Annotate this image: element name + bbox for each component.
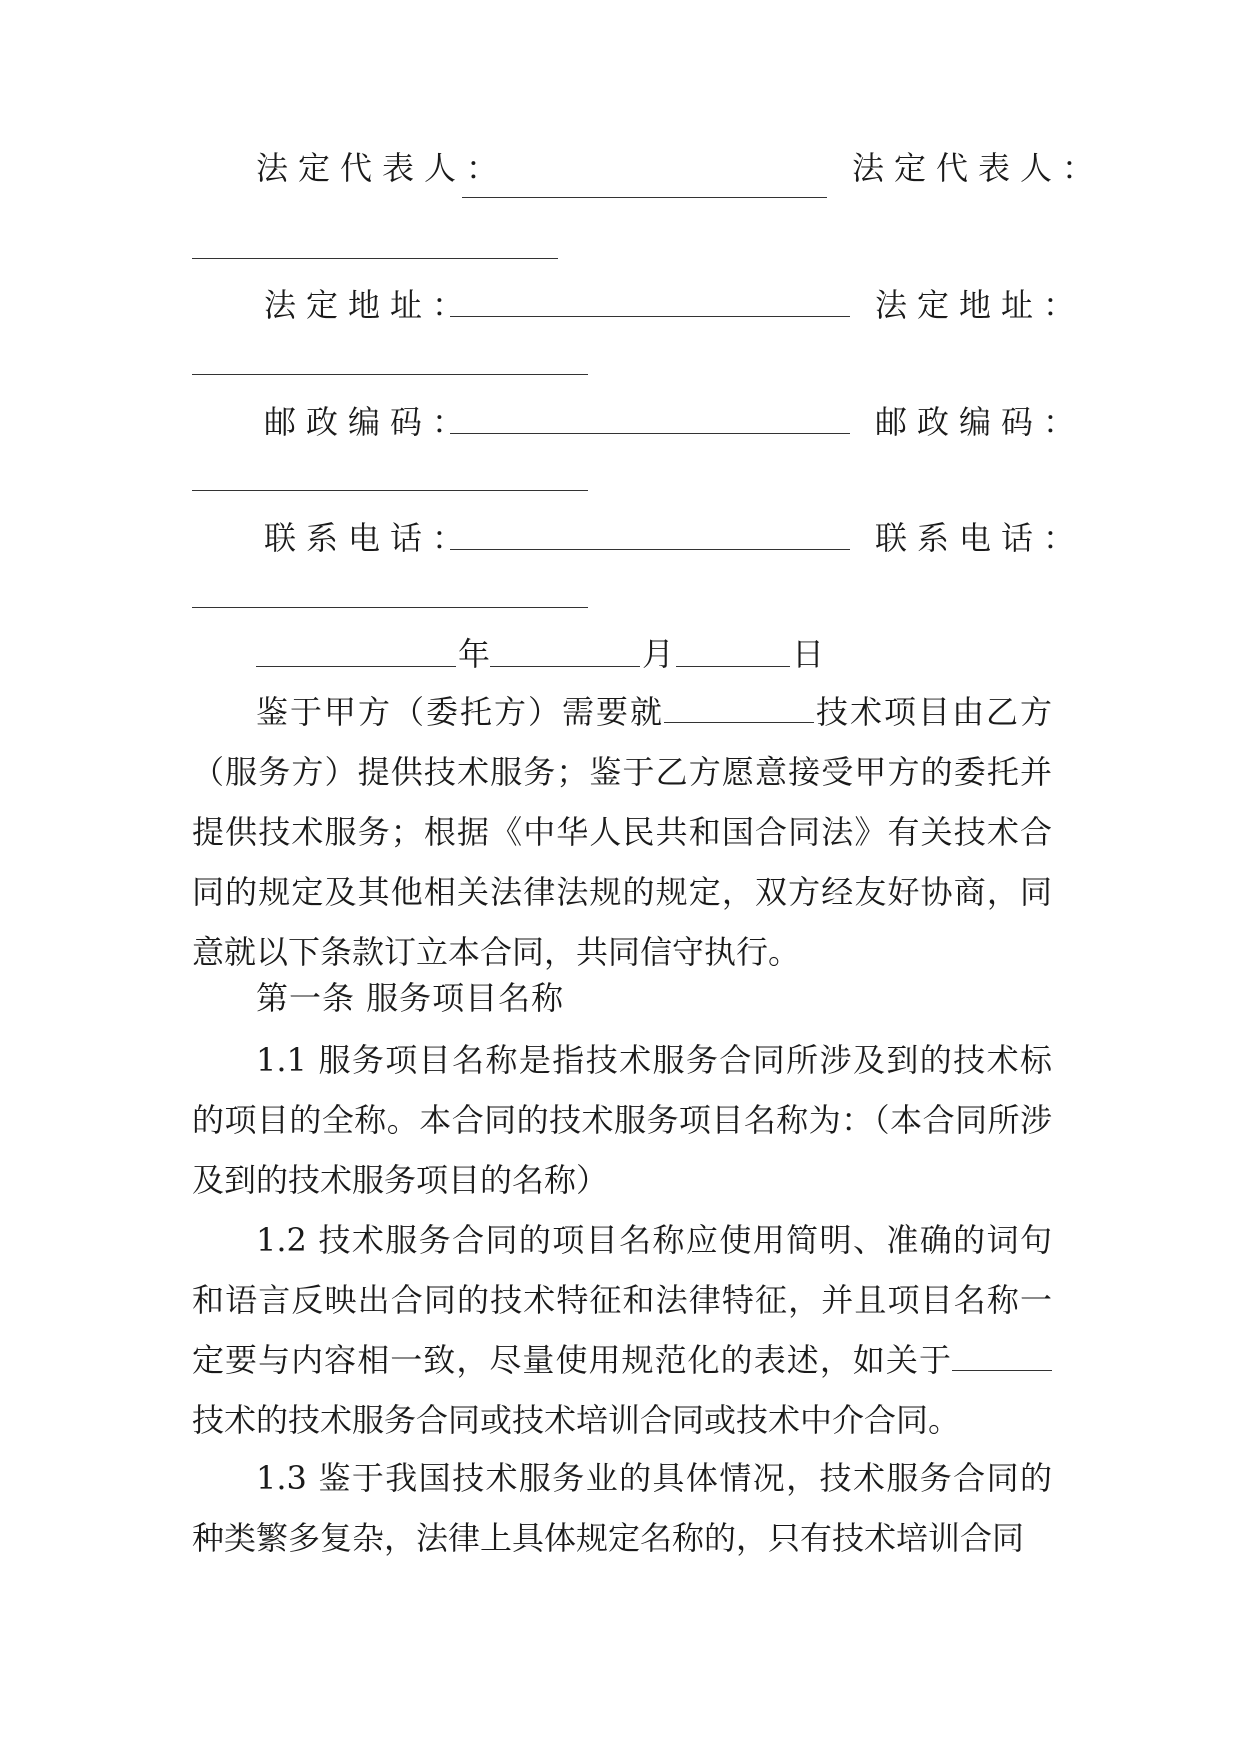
intro-paragraph <box>192 682 1052 982</box>
day-blank[interactable] <box>676 666 790 667</box>
clause-1-2-text-a: 1.2 技术服务合同的项目名称应使用简明、准确的词句和语言反映出合同的技术特征和法律特征，并且项目名称一定要与内容相一致，尽量使用规范化的表述，如关于 <box>192 1221 1052 1379</box>
clause-1-1: 1.1 服务项目名称是指技术服务合同所涉及到的技术标的项目的全称。本合同的技术服务项目名称为：（本合同所涉及到的技术服务项目的名称） <box>192 1041 1052 1199</box>
legal-address-label-right: 法定地址： <box>875 286 1086 324</box>
phone-label-left: 联系电话： <box>264 519 475 557</box>
month-label: 月 <box>642 635 675 673</box>
intro-text-part2: 技术项目由乙方（服务方）提供技术服务；鉴于乙方愿意接受甲方的委托并提供技术服务；根据《中华人民共和国合同法》有关技术合同的规定及其他相关法律法规的规定，双方经友好协商，同意就以下条款订立本合同，共同信守执行。 <box>192 693 1052 971</box>
intro-text-part1: 鉴于甲方（委托方）需要就 <box>256 693 664 731</box>
project-blank[interactable] <box>664 690 814 723</box>
day-label: 日 <box>792 635 825 673</box>
legal-rep-label-right: 法定代表人： <box>852 149 1105 187</box>
postal-code-blank-right[interactable] <box>192 490 588 491</box>
legal-rep-blank-left[interactable] <box>462 197 827 198</box>
year-blank[interactable] <box>256 666 456 667</box>
legal-address-label-left: 法定地址： <box>264 286 475 324</box>
postal-code-label-left: 邮政编码： <box>264 403 475 441</box>
technology-blank[interactable] <box>952 1338 1052 1371</box>
legal-rep-label-left: 法定代表人： <box>256 149 509 187</box>
legal-address-blank-right[interactable] <box>192 374 588 375</box>
clause-1-2 <box>192 1210 1052 1450</box>
phone-blank-right[interactable] <box>192 607 588 608</box>
postal-code-blank-left[interactable] <box>450 433 850 434</box>
postal-code-label-right: 邮政编码： <box>875 403 1086 441</box>
month-blank[interactable] <box>490 666 640 667</box>
clause-1-2-text-b: 技术的技术服务合同或技术培训合同或技术中介合同。 <box>192 1401 961 1439</box>
year-label: 年 <box>458 635 491 673</box>
phone-blank-left[interactable] <box>450 549 850 550</box>
clause-1-3: 1.3 鉴于我国技术服务业的具体情况，技术服务合同的种类繁多复杂，法律上具体规定名称的，只有技术培训合同 <box>192 1459 1052 1557</box>
legal-rep-blank-right[interactable] <box>192 258 558 259</box>
phone-label-right: 联系电话： <box>875 519 1086 557</box>
article1-heading: 第一条 服务项目名称 <box>256 979 565 1017</box>
legal-address-blank-left[interactable] <box>450 316 850 317</box>
